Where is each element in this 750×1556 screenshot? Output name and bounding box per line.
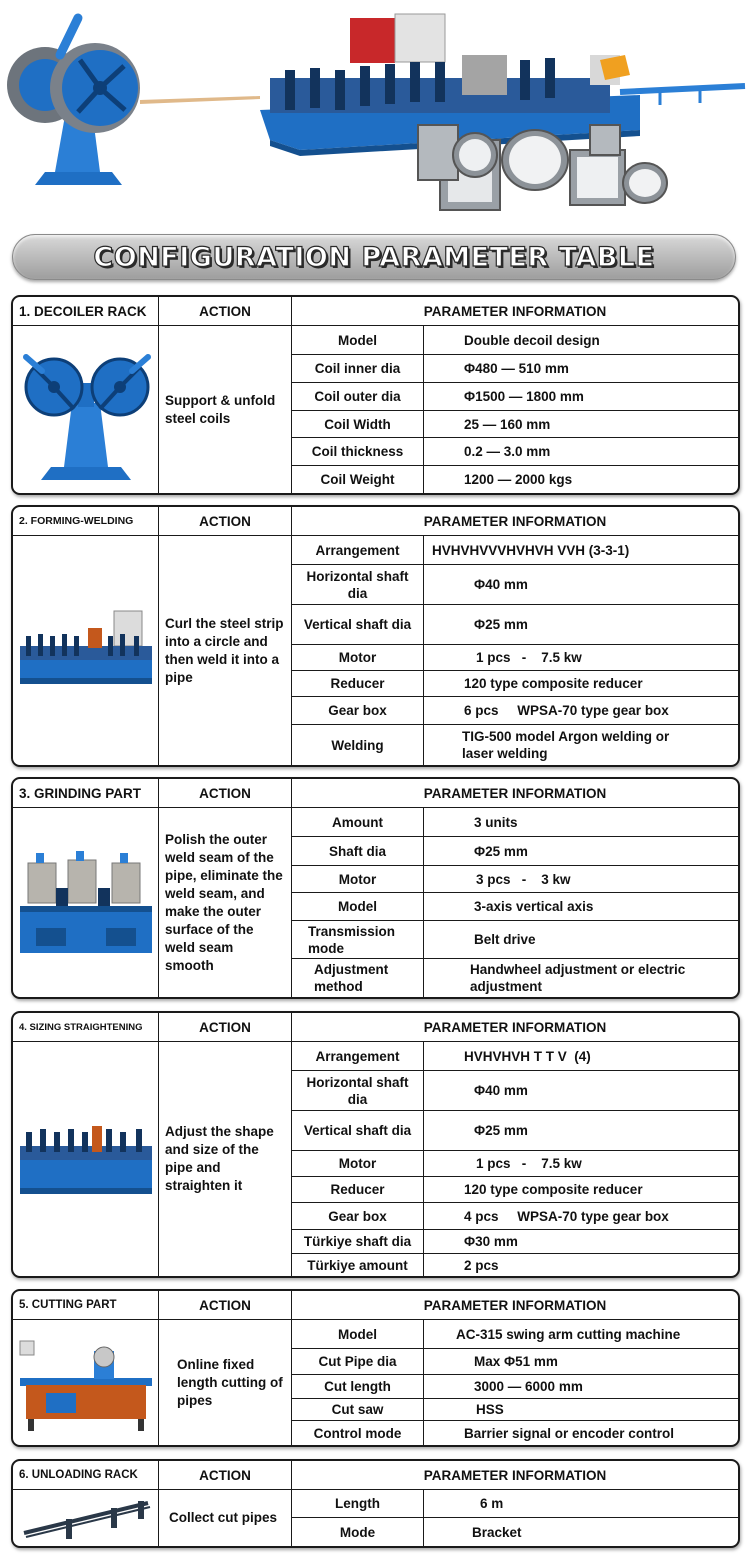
param-row [292,1042,738,1071]
param-name: Model [292,326,424,354]
section-name: 3. GRINDING PART [13,779,159,807]
param-row [292,1203,738,1230]
param-name: Coil outer dia [292,383,424,410]
param-name: Horizontal shaft dia [292,1071,424,1110]
param-row [292,466,738,493]
param-row [292,1071,738,1111]
param-value: 2 pcs [464,1257,499,1273]
grinding-part-image [13,808,159,997]
cutting-part-image [13,1320,159,1445]
param-name: Cut saw [292,1399,424,1420]
section-header [13,1291,738,1320]
param-row [292,1230,738,1254]
param-name: Welding [292,725,424,765]
param-row [292,605,738,645]
section-forming-welding [11,505,740,767]
param-list [292,808,738,997]
param-value: Φ1500 — 1800 mm [464,389,584,404]
param-header: PARAMETER INFORMATION [423,1019,607,1035]
param-name: Arrangement [292,1042,424,1070]
param-row [292,1177,738,1203]
param-row [292,565,738,605]
section-action: Online fixed length cutting of pipes [159,1320,292,1445]
param-row [292,326,738,355]
param-value: 3-axis vertical axis [474,899,594,914]
param-name: Transmission mode [292,921,424,958]
param-row [292,1111,738,1151]
section-unloading-rack [11,1459,740,1548]
param-value: AC-315 swing arm cutting machine [456,1326,681,1342]
param-value: 1 pcs - 7.5 kw [476,650,582,665]
param-name: Length [292,1490,424,1517]
section-name: 1. DECOILER RACK [13,297,159,325]
param-name: Vertical shaft dia [292,605,424,644]
section-sizing-straightening [11,1011,740,1278]
param-value: Barrier signal or encoder control [464,1425,675,1441]
param-name: Cut length [292,1375,424,1398]
hero-production-line-image [0,0,750,228]
param-value: 3 pcs - 3 kw [476,871,571,887]
param-name: Motor [292,645,424,670]
param-row [292,1375,738,1399]
unloading-rack-image [13,1490,159,1546]
param-name: Shaft dia [292,837,424,865]
decoiler-image [13,326,159,493]
param-value: Φ40 mm [474,1083,528,1098]
param-row [292,1151,738,1177]
param-row [292,725,738,765]
param-row [292,893,738,921]
param-name: Arrangement [292,536,424,564]
param-name: Amount [292,808,424,836]
section-header [13,507,738,536]
section-cutting-part [11,1289,740,1447]
param-row [292,866,738,893]
param-value: 3 units [474,814,518,830]
param-value: 25 — 160 mm [464,416,551,432]
param-value: HVHVHVH T T V (4) [464,1048,591,1064]
section-name: 4. SIZING STRAIGHTENING [13,1013,159,1041]
param-value: 1 pcs - 7.5 kw [476,1156,582,1171]
param-name: Motor [292,866,424,892]
param-name: Vertical shaft dia [292,1111,424,1150]
banner-title: CONFIGURATION PARAMETER TABLE [93,241,655,273]
action-header: ACTION [159,1013,292,1041]
action-header: ACTION [159,1461,292,1489]
param-value: 120 type composite reducer [464,1182,643,1197]
param-name: Reducer [292,1177,424,1202]
action-header: ACTION [159,297,292,325]
param-value: 0.2 — 3.0 mm [464,444,551,459]
param-value: 120 type composite reducer [464,676,643,691]
section-header [13,1461,738,1490]
param-row [292,536,738,565]
section-header [13,779,738,808]
forming-line-illustration [260,14,745,156]
param-value: TIG-500 model Argon welding or laser welding [462,729,670,761]
param-row [292,697,738,725]
param-name: Gear box [292,697,424,724]
param-value: Φ25 mm [474,617,528,632]
param-name: Coil Width [292,411,424,437]
param-value: Bracket [472,1524,522,1540]
param-value: HSS [476,1402,504,1417]
param-value: Double decoil design [464,332,600,348]
param-value: Max Φ51 mm [474,1354,558,1369]
section-action: Polish the outer weld seam of the pipe, eliminate the weld seam, and make the outer surface of the weld seam smooth [159,808,292,997]
param-value: Φ25 mm [474,1123,528,1138]
param-name: Reducer [292,671,424,696]
param-row [292,355,738,383]
param-row [292,1320,738,1349]
param-name: Model [292,1320,424,1348]
param-value: Φ40 mm [474,577,528,592]
section-name: 6. UNLOADING RACK [13,1461,159,1489]
param-value: Handwheel adjustment or electric adjustment [470,962,686,994]
param-list [292,326,738,493]
param-name: Coil thickness [292,438,424,465]
param-list [292,1042,738,1276]
steel-pipes-illustration [418,125,667,210]
section-action: Adjust the shape and size of the pipe and straighten it [159,1042,292,1276]
param-row [292,1399,738,1421]
forming-welding-image [13,536,159,765]
action-header: ACTION [159,507,292,535]
param-header: PARAMETER INFORMATION [423,1297,607,1313]
param-row [292,837,738,866]
param-row [292,411,738,438]
param-name: Model [292,893,424,920]
section-action: Collect cut pipes [159,1490,292,1546]
action-header: ACTION [159,779,292,807]
param-name: Coil inner dia [292,355,424,382]
param-header: PARAMETER INFORMATION [423,303,607,319]
param-row [292,1254,738,1276]
param-name: Türkiye shaft dia [292,1230,424,1253]
config-table-banner [12,234,736,280]
param-name: Mode [292,1518,424,1546]
param-value: Φ30 mm [464,1234,518,1249]
param-name: Motor [292,1151,424,1176]
section-header [13,297,738,326]
param-row [292,671,738,697]
sizing-straightening-image [13,1042,159,1276]
param-value: Belt drive [474,932,536,947]
param-row [292,959,738,997]
param-row [292,1349,738,1375]
section-decoiler-rack [11,295,740,495]
param-value: Φ25 mm [474,843,528,859]
param-row [292,438,738,466]
section-action: Support & unfold steel coils [159,326,292,493]
section-grinding-part [11,777,740,999]
action-header: ACTION [159,1291,292,1319]
param-list [292,1490,738,1546]
param-value: HVHVHVVVHVHVH VVH (3-3-1) [432,542,630,558]
param-header: PARAMETER INFORMATION [423,513,607,529]
section-action: Curl the steel strip into a circle and then weld it into a pipe [159,536,292,765]
param-value: Φ480 — 510 mm [464,361,569,376]
param-name: Gear box [292,1203,424,1229]
section-header [13,1013,738,1042]
param-value: 4 pcs WPSA-70 type gear box [464,1208,669,1224]
section-name: 2. FORMING-WELDING [13,507,159,535]
param-row [292,1518,738,1546]
decoiler-illustration [7,18,140,185]
param-list [292,1320,738,1445]
param-row [292,921,738,959]
param-row [292,383,738,411]
param-row [292,1421,738,1445]
param-name: Türkiye amount [292,1254,424,1276]
param-value: 1200 — 2000 kgs [464,472,573,487]
param-name: Control mode [292,1421,424,1445]
section-name: 5. CUTTING PART [13,1291,159,1319]
param-row [292,645,738,671]
param-name: Adjustment method [292,959,424,997]
param-name: Horizontal shaft dia [292,565,424,604]
param-row [292,1490,738,1518]
param-name: Coil Weight [292,466,424,493]
param-value: 6 pcs WPSA-70 type gear box [464,703,669,718]
param-header: PARAMETER INFORMATION [423,1467,607,1483]
param-name: Cut Pipe dia [292,1349,424,1374]
param-value: 3000 — 6000 mm [474,1379,583,1394]
param-list [292,536,738,765]
param-row [292,808,738,837]
param-value: 6 m [480,1496,504,1511]
param-header: PARAMETER INFORMATION [423,785,607,801]
